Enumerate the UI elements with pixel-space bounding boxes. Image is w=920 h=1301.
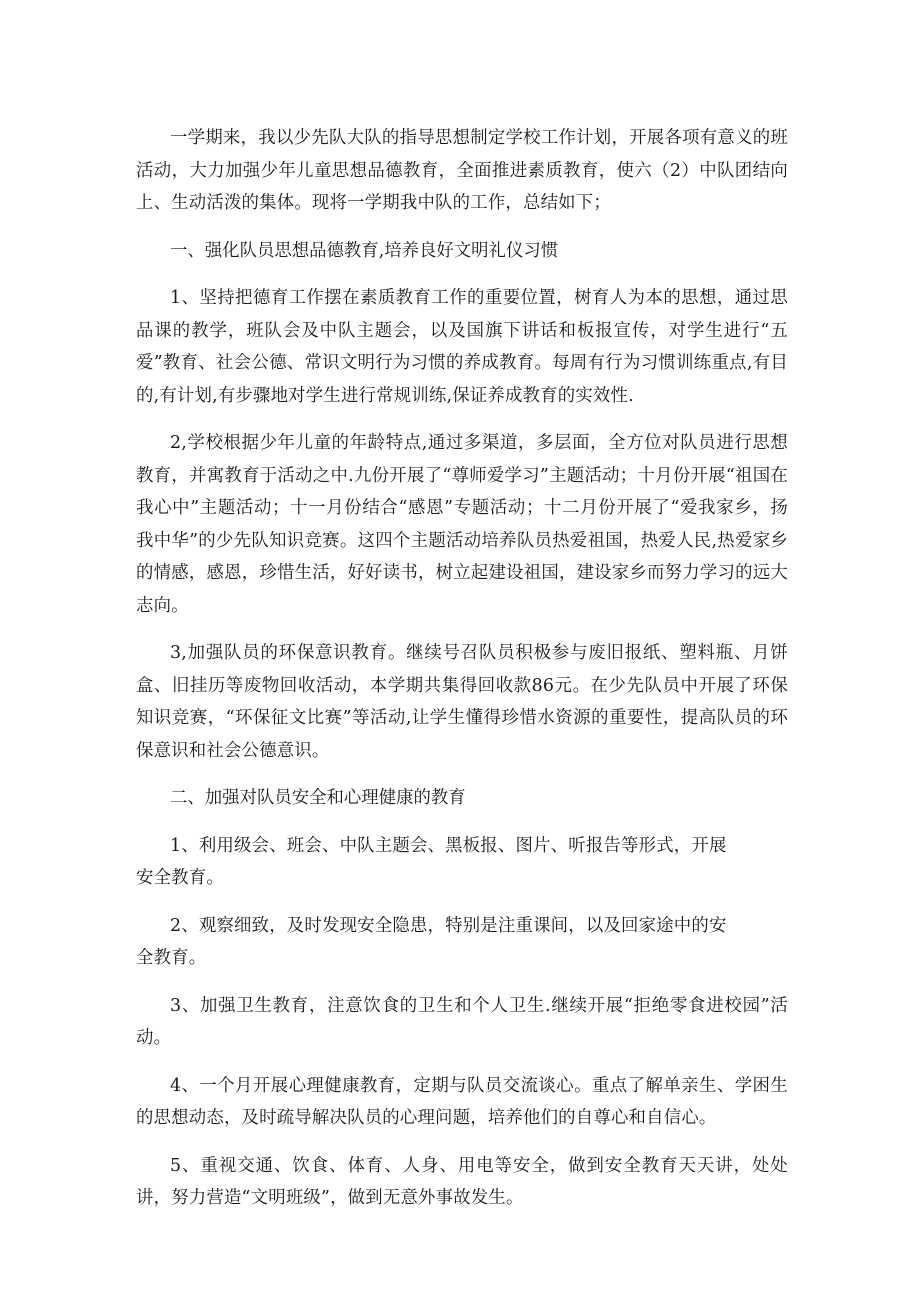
section-2-item-1: 1、利用级会、班会、中队主题会、黑板报、图片、听报告等形式，开展安全教育。 [136, 835, 727, 888]
intro-paragraph: 一学期来，我以少先队大队的指导思想制定学校工作计划，开展各项有意义的班活动，大力加强少年儿童思想品德教育，全面推进素质教育，使六（2）中队团结向上、生动活泼的集体。现将一学期我中队的工作，总结如下； [136, 128, 788, 213]
section-2-item-4: 4、一个月开展心理健康教育，定期与队员交流谈心。重点了解单亲生、学困生的思想动态，及时疏导解决队员的心理问题，培养他们的自尊心和自信心。 [136, 1075, 788, 1128]
document-body [136, 122, 788, 1230]
section-1-item-3: 3,加强队员的环保意识教育。继续号召队员积极参与废旧报纸、塑料瓶、月饼盒、旧挂历等废物回收活动，本学期共集得回收款86元。在少先队员中开展了环保知识竞赛，“环保征文比赛”等活动,让学生懂得珍惜水资源的重要性，提高队员的环保意识和社会公德意识。 [136, 643, 788, 761]
section-2-item-3: 3、加强卫生教育，注意饮食的卫生和个人卫生.继续开展“拒绝零食进校园”活动。 [136, 995, 788, 1048]
section-1-item-2: 2,学校根据少年儿童的年龄特点,通过多渠道，多层面，全方位对队员进行思想教育，并寓教育于活动之中.九份开展了“尊师爱学习”主题活动；十月份开展“祖国在我心中”主题活动；十一月份结合“感恩”专题活动；十二月份开展了“爱我家乡，扬我中华”的少先队知识竞赛。这四个主题活动培养队员热爱祖国，热爱人民,热爱家乡的情感，感恩，珍惜生活，好好读书，树立起建设祖国，建设家乡而努力学习的远大志向。 [136, 433, 788, 616]
section-1-item-1: 1、坚持把德育工作摆在素质教育工作的重要位置，树育人为本的思想，通过思品课的教学，班队会及中队主题会，以及国旗下讲话和板报宣传，对学生进行“五爱”教育、社会公德、常识文明行为习惯的养成教育。每周有行为习惯训练重点,有目的,有计划,有步骤地对学生进行常规训练,保证养成教育的实效性. [136, 288, 788, 406]
section-2-item-2: 2、观察细致，及时发现安全隐患，特别是注重课间，以及回家途中的安全教育。 [136, 915, 727, 968]
section-2-heading: 二、加强对队员安全和心理健康的教育 [170, 788, 466, 808]
section-1-heading: 一、强化队员思想品德教育,培养良好文明礼仪习惯 [170, 240, 559, 261]
section-2-item-5: 5、重视交通、饮食、体育、人身、用电等安全，做到安全教育天天讲，处处讲，努力营造“文明班级”，做到无意外事故发生。 [136, 1155, 788, 1208]
